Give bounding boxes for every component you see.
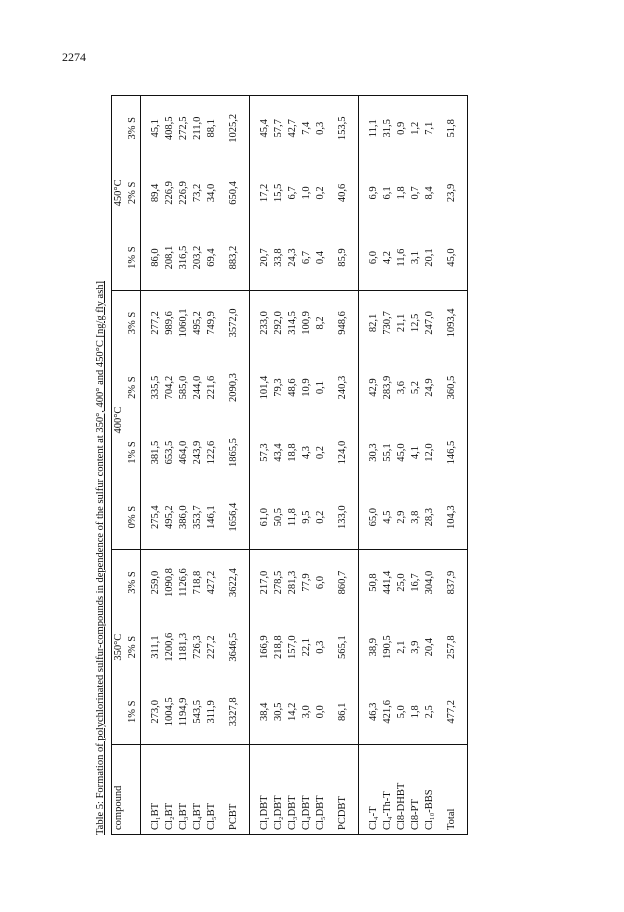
value-cell: 12,5 (410, 313, 421, 333)
subheader-sub350-1: 2% S (126, 615, 141, 680)
value-cell: 272,5 (178, 116, 189, 141)
value-cell: 1126,6 (178, 568, 189, 597)
value-cell: 1,8 (396, 186, 407, 200)
value-cell: 283,9 (382, 375, 393, 400)
value-cell: 311,1 (150, 635, 161, 659)
value-cell: 166,9 (259, 635, 270, 659)
value-cell: 3,8 (409, 485, 423, 550)
value-cell: 3646,5 (228, 632, 239, 662)
value-cell: 277,2 (150, 311, 161, 335)
table-row (258, 96, 272, 835)
value-cell: 10,9 (301, 378, 312, 397)
value-cell: 0,0 (314, 680, 328, 745)
page-number: 2274 (62, 50, 86, 64)
value-cell: 292,0 (273, 311, 284, 335)
value-cell: 45,0 (396, 443, 407, 462)
value-cell: 989,6 (164, 311, 175, 335)
value-cell: 45,0 (445, 225, 459, 290)
value-cell: 1090,8 (164, 568, 175, 597)
value-cell: 0,2 (315, 186, 326, 200)
value-cell: 4,1 (410, 445, 421, 460)
value-cell: 79,3 (273, 378, 284, 397)
subheader-sub350-2: 3% S (126, 550, 141, 615)
compound-name: Cl₄-Th-T (382, 791, 393, 830)
value-cell: 6,0 (315, 575, 326, 590)
subheader-sub450-0: 1% S (126, 225, 141, 290)
value-cell: 48,6 (287, 378, 298, 397)
value-cell: 51,8 (446, 119, 457, 138)
value-cell: 69,4 (205, 225, 219, 290)
value-cell: 2,9 (395, 485, 409, 550)
value-cell: 837,9 (446, 570, 457, 595)
value-cell: 34,0 (206, 183, 217, 203)
value-cell: 9,5 (300, 485, 314, 550)
spacer-row (359, 96, 368, 835)
table-caption: Table 5: Formation of polychlorinated sulfur-compounds in dependence of the sulfur content at 350°, 400° and 450°C [ng/g fly ash] (95, 280, 106, 835)
value-cell: 1200,6 (164, 632, 175, 662)
value-cell: 6,9 (368, 186, 379, 200)
compound-name: Cl₂BT (164, 803, 175, 830)
value-cell: 43,4 (273, 443, 284, 462)
value-cell: 21,1 (396, 313, 407, 333)
value-cell: 3622,4 (228, 568, 239, 597)
value-cell: 16,7 (410, 573, 421, 592)
value-cell: 1,8 (409, 680, 423, 745)
value-cell: 335,5 (150, 375, 161, 400)
table-row (395, 96, 409, 835)
value-cell: 38,4 (258, 680, 272, 745)
value-cell: 50,8 (368, 573, 379, 592)
value-cell: 3,0 (300, 680, 314, 745)
value-cell: 3,6 (396, 381, 407, 395)
value-cell: 221,6 (206, 375, 217, 400)
value-cell: 124,0 (337, 440, 348, 465)
value-cell: 1004,5 (163, 680, 177, 745)
value-cell: 314,5 (287, 311, 298, 335)
value-cell: 730,7 (382, 311, 393, 335)
value-cell: 408,5 (164, 116, 175, 141)
spacer-row (328, 96, 336, 835)
value-cell: 5,2 (410, 381, 421, 395)
value-cell: 0,2 (315, 445, 326, 460)
value-cell: 4,3 (301, 445, 312, 460)
value-cell: 2,1 (396, 640, 407, 654)
value-cell: 3,1 (409, 225, 423, 290)
value-cell: 441,4 (382, 570, 393, 595)
value-cell: 243,9 (192, 440, 203, 465)
table-row (423, 96, 437, 835)
compound-name: Cl₁₀-BBS (424, 789, 435, 830)
value-cell: 311,9 (205, 680, 219, 745)
value-cell: 11,1 (368, 119, 379, 138)
value-cell: 749,9 (206, 311, 217, 335)
value-cell: 211,0 (192, 116, 203, 140)
value-cell: 20,1 (423, 225, 437, 290)
subheader-sub400-1: 1% S (126, 420, 141, 485)
table-row (336, 96, 350, 835)
value-cell: 233,0 (259, 311, 270, 335)
value-cell: 85,9 (336, 225, 350, 290)
header-temp-450: 450°C (112, 96, 127, 291)
value-cell: 42,7 (287, 119, 298, 138)
value-cell: 31,5 (382, 119, 393, 138)
value-cell: 40,6 (337, 183, 348, 203)
spacer-row (241, 96, 250, 835)
value-cell: 25,0 (396, 573, 407, 592)
value-cell: 6,0 (367, 225, 381, 290)
spacer-row (350, 96, 359, 835)
value-cell: 133,0 (336, 485, 350, 550)
spacer-row (437, 96, 445, 835)
value-cell: 17,2 (259, 183, 270, 203)
value-cell: 86,0 (149, 225, 163, 290)
value-cell: 4,5 (381, 485, 395, 550)
value-cell: 1093,4 (446, 308, 457, 338)
value-cell: 38,9 (368, 637, 379, 657)
value-cell: 275,4 (149, 485, 163, 550)
value-cell: 11,6 (395, 225, 409, 290)
value-cell: 0,4 (314, 225, 328, 290)
value-cell: 8,4 (424, 186, 435, 200)
value-cell: 7,4 (301, 121, 312, 135)
value-cell: 1,2 (410, 121, 421, 135)
value-cell: 883,2 (227, 225, 241, 290)
value-cell: 0,7 (410, 186, 421, 200)
table-row (286, 96, 300, 835)
value-cell: 24,9 (424, 378, 435, 397)
value-cell: 0,1 (315, 381, 326, 395)
table-row (409, 96, 423, 835)
value-cell: 18,8 (287, 443, 298, 462)
value-cell: 281,3 (287, 570, 298, 595)
compound-name: PCDBT (337, 796, 348, 830)
value-cell: 20,7 (258, 225, 272, 290)
value-cell: 244,0 (192, 375, 203, 400)
value-cell: 33,8 (272, 225, 286, 290)
value-cell: 30,5 (272, 680, 286, 745)
value-cell: 427,2 (206, 570, 217, 595)
compound-name: PCBT (228, 803, 239, 830)
value-cell: 247,0 (424, 311, 435, 335)
compound-name: Cl₂DBT (273, 795, 284, 830)
spacer-row (250, 96, 259, 835)
value-cell: 704,2 (164, 375, 175, 400)
table-row (191, 96, 205, 835)
value-cell: 8,2 (315, 316, 326, 330)
value-cell: 4,2 (381, 225, 395, 290)
value-cell: 203,2 (191, 225, 205, 290)
value-cell: 208,1 (163, 225, 177, 290)
value-cell: 65,0 (367, 485, 381, 550)
value-cell: 278,5 (273, 570, 284, 595)
compound-name: Cl₅DBT (315, 795, 326, 830)
value-cell: 6,1 (382, 186, 393, 200)
sulfur-compounds-table (111, 95, 468, 835)
value-cell: 226,9 (178, 181, 189, 205)
value-cell: 28,3 (423, 485, 437, 550)
value-cell: 89,4 (150, 183, 161, 203)
value-cell: 860,7 (337, 570, 348, 595)
value-cell: 1194,9 (177, 680, 191, 745)
table-row (314, 96, 328, 835)
value-cell: 495,2 (192, 311, 203, 335)
compound-name: Cl₄DBT (301, 795, 312, 830)
value-cell: 477,2 (445, 680, 459, 745)
value-cell: 86,1 (336, 680, 350, 745)
value-cell: 259,0 (150, 570, 161, 595)
subheader-sub400-2: 2% S (126, 355, 141, 420)
value-cell: 948,6 (337, 311, 348, 335)
value-cell: 0,2 (314, 485, 328, 550)
value-cell: 22,1 (301, 637, 312, 657)
value-cell: 650,4 (228, 181, 239, 205)
table-row (445, 96, 459, 835)
value-cell: 227,2 (206, 635, 217, 659)
value-cell: 122,6 (206, 440, 217, 465)
value-cell: 5,0 (395, 680, 409, 745)
value-cell: 7,1 (424, 121, 435, 135)
value-cell: 386,0 (177, 485, 191, 550)
value-cell: 6,7 (300, 225, 314, 290)
value-cell: 3327,8 (227, 680, 241, 745)
spacer-row (141, 96, 150, 835)
value-cell: 1025,2 (228, 113, 239, 143)
value-cell: 218,8 (273, 635, 284, 659)
value-cell: 104,3 (445, 485, 459, 550)
rotated-table-block (95, 95, 545, 835)
subheader-sub450-2: 3% S (126, 96, 141, 161)
value-cell: 565,1 (337, 635, 348, 659)
value-cell: 14,2 (286, 680, 300, 745)
compound-name: Cl₄-T (368, 806, 379, 830)
compound-name: Cl₁BT (150, 803, 161, 830)
value-cell: 2090,3 (228, 373, 239, 403)
value-cell: 316,5 (177, 225, 191, 290)
table-row (381, 96, 395, 835)
value-cell: 24,3 (286, 225, 300, 290)
subheader-sub450-1: 2% S (126, 160, 141, 225)
subheader-sub350-0: 1% S (126, 680, 141, 745)
compound-name: Cl8-DHBT (396, 782, 407, 830)
value-cell: 1181,3 (178, 632, 189, 662)
value-cell: 30,3 (368, 443, 379, 462)
value-cell: 100,9 (301, 311, 312, 335)
table-row (149, 96, 163, 835)
compound-name: Cl₃BT (178, 803, 189, 830)
value-cell: 1865,5 (228, 438, 239, 467)
spacer-row (219, 96, 227, 835)
compound-name: Cl8-PT (410, 799, 421, 830)
value-cell: 2,5 (423, 680, 437, 745)
value-cell: 101,4 (259, 375, 270, 400)
value-cell: 0,3 (315, 640, 326, 654)
header-compound: compound (112, 745, 141, 835)
table-row (177, 96, 191, 835)
value-cell: 240,3 (337, 375, 348, 400)
value-cell: 257,8 (446, 635, 457, 659)
table-row (163, 96, 177, 835)
value-cell: 381,5 (150, 440, 161, 465)
compound-name: Cl₃DBT (287, 795, 298, 830)
value-cell: 718,8 (192, 570, 203, 595)
value-cell: 12,0 (424, 443, 435, 462)
value-cell: 353,7 (191, 485, 205, 550)
value-cell: 153,5 (337, 116, 348, 141)
value-cell: 23,9 (446, 183, 457, 203)
value-cell: 146,5 (446, 440, 457, 465)
value-cell: 46,3 (367, 680, 381, 745)
table-row (300, 96, 314, 835)
value-cell: 653,5 (164, 440, 175, 465)
value-cell: 15,5 (273, 183, 284, 203)
value-cell: 1,0 (301, 186, 312, 200)
subheader-sub400-0: 0% S (126, 485, 141, 550)
value-cell: 82,1 (368, 313, 379, 333)
value-cell: 157,0 (287, 635, 298, 659)
compound-name: Cl₄BT (192, 803, 203, 830)
value-cell: 585,0 (178, 375, 189, 400)
value-cell: 543,5 (191, 680, 205, 745)
compound-name: Cl₁DBT (259, 795, 270, 830)
spacer-row (459, 96, 468, 835)
value-cell: 421,6 (381, 680, 395, 745)
value-cell: 1060,1 (178, 308, 189, 338)
value-cell: 146,1 (205, 485, 219, 550)
value-cell: 3572,0 (228, 308, 239, 338)
value-cell: 360,5 (446, 375, 457, 400)
value-cell: 464,0 (178, 440, 189, 465)
subheader-sub400-3: 3% S (126, 290, 141, 355)
value-cell: 57,7 (273, 119, 284, 138)
value-cell: 495,2 (163, 485, 177, 550)
value-cell: 42,9 (368, 378, 379, 397)
table-row (272, 96, 286, 835)
value-cell: 20,4 (424, 637, 435, 657)
table-row (205, 96, 219, 835)
value-cell: 217,0 (259, 570, 270, 595)
value-cell: 726,3 (192, 635, 203, 659)
value-cell: 0,3 (315, 121, 326, 135)
value-cell: 50,5 (272, 485, 286, 550)
table-row (227, 96, 241, 835)
value-cell: 6,7 (287, 186, 298, 200)
value-cell: 45,4 (259, 119, 270, 138)
value-cell: 190,5 (382, 635, 393, 659)
value-cell: 61,0 (258, 485, 272, 550)
value-cell: 11,8 (286, 485, 300, 550)
table-row (367, 96, 381, 835)
value-cell: 273,0 (149, 680, 163, 745)
value-cell: 304,0 (424, 570, 435, 595)
value-cell: 55,1 (382, 443, 393, 462)
value-cell: 57,3 (259, 443, 270, 462)
value-cell: 45,1 (150, 119, 161, 138)
value-cell: 3,9 (410, 640, 421, 654)
value-cell: 226,9 (164, 181, 175, 205)
value-cell: 0,9 (396, 121, 407, 135)
value-cell: 77,9 (301, 573, 312, 592)
compound-name: Cl₅BT (206, 803, 217, 830)
value-cell: 73,2 (192, 183, 203, 203)
value-cell: 88,1 (206, 119, 217, 138)
compound-name: Total (446, 808, 457, 830)
value-cell: 1656,4 (227, 485, 241, 550)
header-temp-400: 400°C (112, 290, 127, 550)
header-temp-350: 350°C (112, 550, 127, 745)
